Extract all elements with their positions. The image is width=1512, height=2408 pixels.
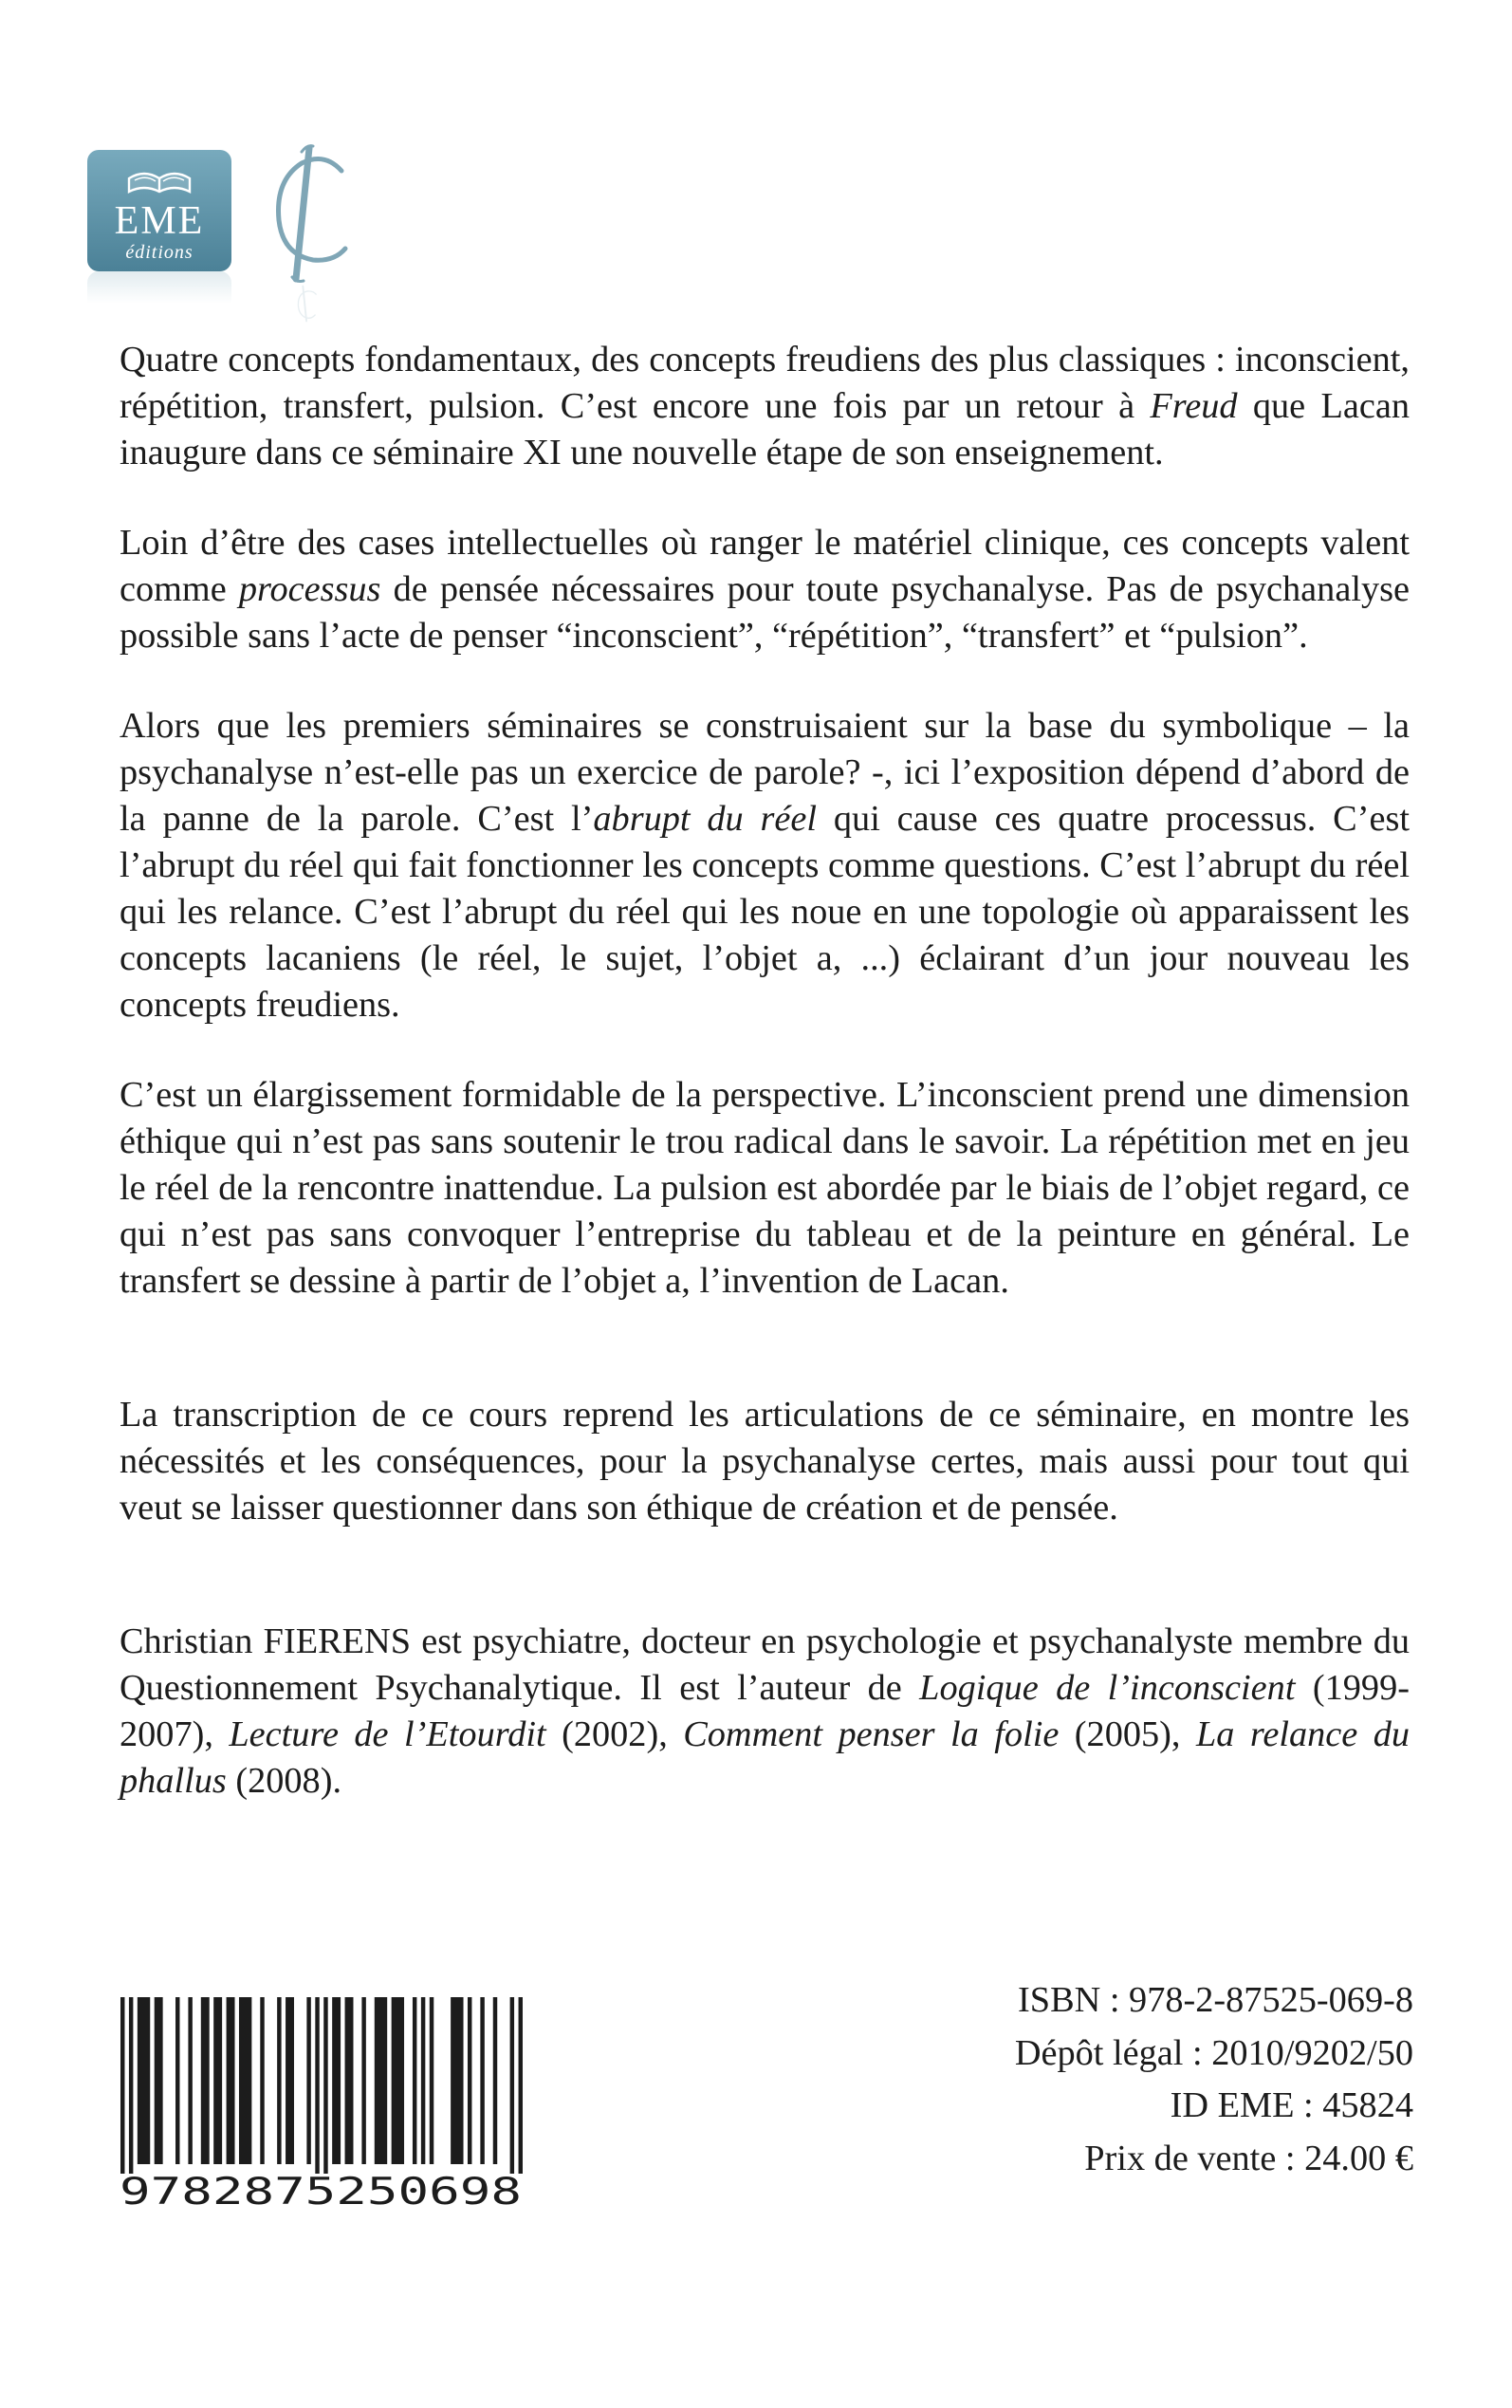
barcode-bar <box>239 1997 251 2164</box>
barcode-bar <box>493 1997 497 2164</box>
barcode-bar <box>188 1997 192 2164</box>
barcode-bar <box>345 1997 354 2164</box>
eme-editions-logo <box>87 150 231 271</box>
barcode-bar <box>155 1997 163 2164</box>
author-bio-text-1: Christian FIERENS est psychiatre, docteur en psychologie et psychanalyste membre du Questionnement Psychanalytique. Il est l’auteur de <box>120 1621 1410 1708</box>
paragraph-5-text-1: La transcription de ce cours reprend les articulations de ce séminaire, en montre les nécessités et les conséquences, pour la psychanalyse certes, mais aussi pour tout qui veut se laisser questionner dans son éthique de création et de pensée. <box>120 1395 1410 1528</box>
barcode-digits: 9782875250698 <box>120 2171 522 2210</box>
barcode-bar <box>277 1997 281 2164</box>
barcode-bar <box>413 1997 416 2164</box>
paragraph-3-text-2: qui cause ces quatre processus. C’est l’abrupt du réel qui fait fonctionner les concepts comme questions. C’est l’abrupt du réel qui les relance. C’est l’abrupt du réel qui les noue en une topologie où apparaissent les concepts lacaniens (le réel, le sujet, l’objet a, ...) éclairant d’un jour nouveau les concepts freudiens. <box>120 799 1410 1025</box>
paragraph-2-text-1: Loin d’être des cases intellectuelles où ranger le matériel clinique, ces concepts valent comme <box>120 523 1410 609</box>
barcode-bar <box>430 1997 433 2164</box>
paragraph-3-italic-abrupt: abrupt du réel <box>593 799 818 839</box>
barcode-bar <box>227 1997 235 2164</box>
barcode-bar <box>468 1997 471 2164</box>
barcode-bar <box>451 1997 463 2164</box>
author-bio-book-3: Comment penser la folie <box>683 1714 1060 1754</box>
barcode-bar <box>306 1997 310 2164</box>
paragraph-1-text-2: que Lacan inaugure dans ce séminaire XI une nouvelle étape de son enseignement. <box>120 386 1410 472</box>
paragraph-5 <box>120 1392 1410 1531</box>
barcode-bar <box>138 1997 150 2164</box>
eme-logo-subtext: éditions <box>125 242 194 263</box>
barcode-bar <box>175 1997 179 2164</box>
barcode-bars <box>120 1997 523 2174</box>
paragraph-1-text-1: Quatre concepts fondamentaux, des concepts freudiens des plus classiques : inconscient, répétition, transfert, pulsion. C’est encore une fois par un retour à <box>120 340 1410 426</box>
prix-de-vente-line: Prix de vente : 24.00 € <box>1084 2138 1413 2178</box>
depot-legal-line: Dépôt légal : 2010/9202/50 <box>1014 2032 1413 2073</box>
paragraph-4 <box>120 1072 1410 1305</box>
barcode-bar <box>375 1997 387 2164</box>
author-bio-text-4: (2005), <box>1059 1714 1196 1754</box>
logo-area <box>87 142 372 323</box>
isbn-line: ISBN : 978-2-87525-069-8 <box>1018 1980 1413 2020</box>
author-bio-book-1: Logique de l’inconscient <box>919 1668 1296 1708</box>
barcode-bar <box>213 1997 222 2164</box>
barcode-bar <box>120 1997 124 2174</box>
barcode-bar <box>315 1997 319 2174</box>
paragraph-2-text-2: de pensée nécessaires pour toute psychanalyse. Pas de psychanalyse possible sans l’acte de penser “inconscient”, “répétition”, “transfert” et “pulsion”. <box>120 569 1411 656</box>
barcode-bar <box>286 1997 294 2164</box>
eme-logo-reflection <box>87 271 231 304</box>
barcode-bar <box>260 1997 264 2164</box>
author-bio-text-5: (2008). <box>226 1761 342 1801</box>
barcode-bar <box>480 1997 484 2164</box>
paragraph-2 <box>120 520 1410 659</box>
barcode-bar <box>201 1997 210 2164</box>
paragraph-3-text-1: Alors que les premiers séminaires se construisaient sur la base du symbolique – la psychanalyse n’est-elle pas un exercice de parole? -, ici l’exposition dépend d’abord de la panne de la parole. C’est l’ <box>120 706 1410 839</box>
paragraph-3 <box>120 703 1410 1028</box>
id-eme-line: ID EME : 45824 <box>1170 2085 1413 2125</box>
barcode-bar <box>332 1997 341 2164</box>
back-cover-description <box>120 337 1410 1848</box>
paragraph-4-text-1: C’est un élargissement formidable de la perspective. L’inconscient prend une dimension éthique qui n’est pas sans soutenir le trou radical dans le savoir. La répétition met en jeu le réel de la rencontre inattendue. La pulsion est abordée par le biais de l’objet regard, ce qui n’est pas sans convoquer l’entreprise du tableau et de la peinture en général. Le transfert se dessine à partir de l’objet a, l’invention de Lacan. <box>120 1075 1410 1301</box>
author-bio-book-2: Lecture de l’Etourdit <box>229 1714 546 1754</box>
barcode-bar <box>392 1997 404 2164</box>
ic-series-logo <box>258 142 353 285</box>
author-bio <box>120 1619 1410 1805</box>
ic-logo-reflection <box>260 285 351 323</box>
author-bio-book-4: La relance du phallus <box>120 1714 1411 1801</box>
publication-info <box>806 1974 1413 2185</box>
barcode-bar <box>361 1997 365 2164</box>
paragraph-1-italic-freud: Freud <box>1150 386 1238 426</box>
paragraph-1 <box>120 337 1410 476</box>
barcode-bar <box>323 1997 327 2174</box>
barcode-bar <box>510 1997 514 2174</box>
barcode-bar <box>519 1997 523 2174</box>
barcode-bar <box>421 1997 425 2164</box>
paragraph-2-italic-processus: processus <box>238 569 381 609</box>
isbn-barcode <box>116 1997 527 2210</box>
barcode-bar <box>129 1997 133 2174</box>
author-bio-text-3: (2002), <box>545 1714 684 1754</box>
author-bio-text-2: (1999-2007), <box>120 1668 1410 1754</box>
eme-logo-text: EME <box>114 199 205 243</box>
